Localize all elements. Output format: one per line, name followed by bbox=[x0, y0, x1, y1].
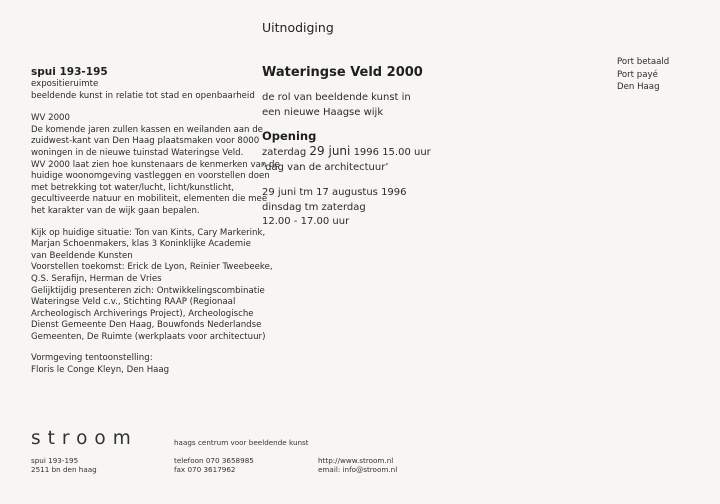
footer-phone bbox=[174, 456, 254, 475]
footer-web bbox=[318, 456, 397, 475]
fax-line: fax 070 3617962 bbox=[174, 465, 236, 475]
postage-line: Den Haag bbox=[617, 82, 660, 92]
email-link[interactable]: email: info@stroom.nl bbox=[318, 465, 398, 475]
postage-line: Port payé bbox=[617, 69, 658, 80]
credits-line: Kijk op huidige situatie: Ton van Kints, Cary Markerink, bbox=[31, 227, 266, 238]
center-column bbox=[262, 64, 431, 230]
credits-line: Q.S. Serafijn, Herman de Vries bbox=[31, 273, 162, 284]
credits-line: Gemeenten, De Ruimte (werkplaats voor architectuur) bbox=[31, 331, 266, 342]
wv-line: huidige woonomgeving vastleggen en voorstellen doen bbox=[31, 171, 270, 182]
venue-line: expositieruimte bbox=[31, 79, 99, 89]
wv-line: het karakter van de wijk gaan bepalen. bbox=[31, 205, 200, 216]
wv-line: zuidwest-kant van Den Haag plaatsmaken voor 8000 bbox=[31, 136, 260, 147]
postage-line: Port betaald bbox=[617, 57, 670, 67]
credits-line: Voorstellen toekomst: Erick de Lyon, Reinier Tweebeeke, bbox=[31, 262, 273, 273]
opening-quote: ‘dag van de architectuur’ bbox=[262, 161, 389, 173]
address-line: 2511 bn den haag bbox=[31, 465, 97, 475]
credits-line: Gelijktijdig presenteren zich: Ontwikkelingscombinatie bbox=[31, 285, 265, 296]
subtitle-line: een nieuwe Haagse wijk bbox=[262, 106, 384, 118]
wv-heading: WV 2000 bbox=[31, 113, 70, 124]
phone-line: telefoon 070 3658985 bbox=[174, 456, 254, 465]
venue-name: spui 193-195 bbox=[31, 66, 108, 78]
wv-line: met betrekking tot water/lucht, licht/kunstlicht, bbox=[31, 182, 235, 193]
footer-tagline: haags centrum voor beeldende kunst bbox=[174, 438, 309, 447]
wv-line: woningen in de nieuwe tuinstad Wateringse Veld. bbox=[31, 147, 244, 158]
credits-line: Wateringse Veld c.v., Stichting RAAP (Regionaal bbox=[31, 297, 236, 308]
opening-prefix: zaterdag bbox=[262, 147, 307, 158]
credits-line: Dienst Gemeente Den Haag, Bouwfonds Nederlandse bbox=[31, 320, 262, 331]
credits-line: Archeologisch Archiverings Project), Archeologische bbox=[31, 308, 254, 319]
postage-block bbox=[617, 56, 669, 94]
venue-line: beeldende kunst in relatie tot stad en openbaarheid bbox=[31, 90, 255, 101]
left-column bbox=[31, 66, 280, 377]
opening-suffix: 1996 15.00 uur bbox=[353, 147, 431, 158]
page-title: Uitnodiging bbox=[262, 20, 334, 35]
exhibition-title: Wateringse Veld 2000 bbox=[262, 65, 423, 80]
period-line: 29 juni tm 17 augustus 1996 bbox=[262, 187, 407, 198]
design-line: Floris le Conge Kleyn, Den Haag bbox=[31, 365, 170, 376]
period-line: dinsdag tm zaterdag bbox=[262, 201, 366, 213]
credits-line: Marjan Schoenmakers, klas 3 Koninklijke Academie bbox=[31, 239, 251, 250]
address-line: spui 193-195 bbox=[31, 456, 79, 465]
subtitle-line: de rol van beeldende kunst in bbox=[262, 92, 411, 103]
website-link[interactable]: http://www.stroom.nl bbox=[318, 456, 394, 465]
stroom-logo: stroom bbox=[31, 428, 138, 449]
wv-line: gecultiveerde natuur en mobiliteit, elementen die mee bbox=[31, 194, 268, 205]
footer-address bbox=[31, 456, 97, 475]
opening-heading: Opening bbox=[262, 129, 317, 143]
period-line: 12.00 - 17.00 uur bbox=[262, 216, 350, 227]
wv-line: WV 2000 laat zien hoe kunstenaars de kenmerken van de bbox=[31, 159, 280, 170]
opening-date: 29 juni bbox=[309, 144, 351, 158]
opening-date-line bbox=[262, 144, 431, 161]
wv-line: De komende jaren zullen kassen en weilanden aan de bbox=[31, 124, 263, 135]
credits-line: van Beeldende Kunsten bbox=[31, 250, 133, 261]
design-line: Vormgeving tentoonstelling: bbox=[31, 353, 153, 364]
